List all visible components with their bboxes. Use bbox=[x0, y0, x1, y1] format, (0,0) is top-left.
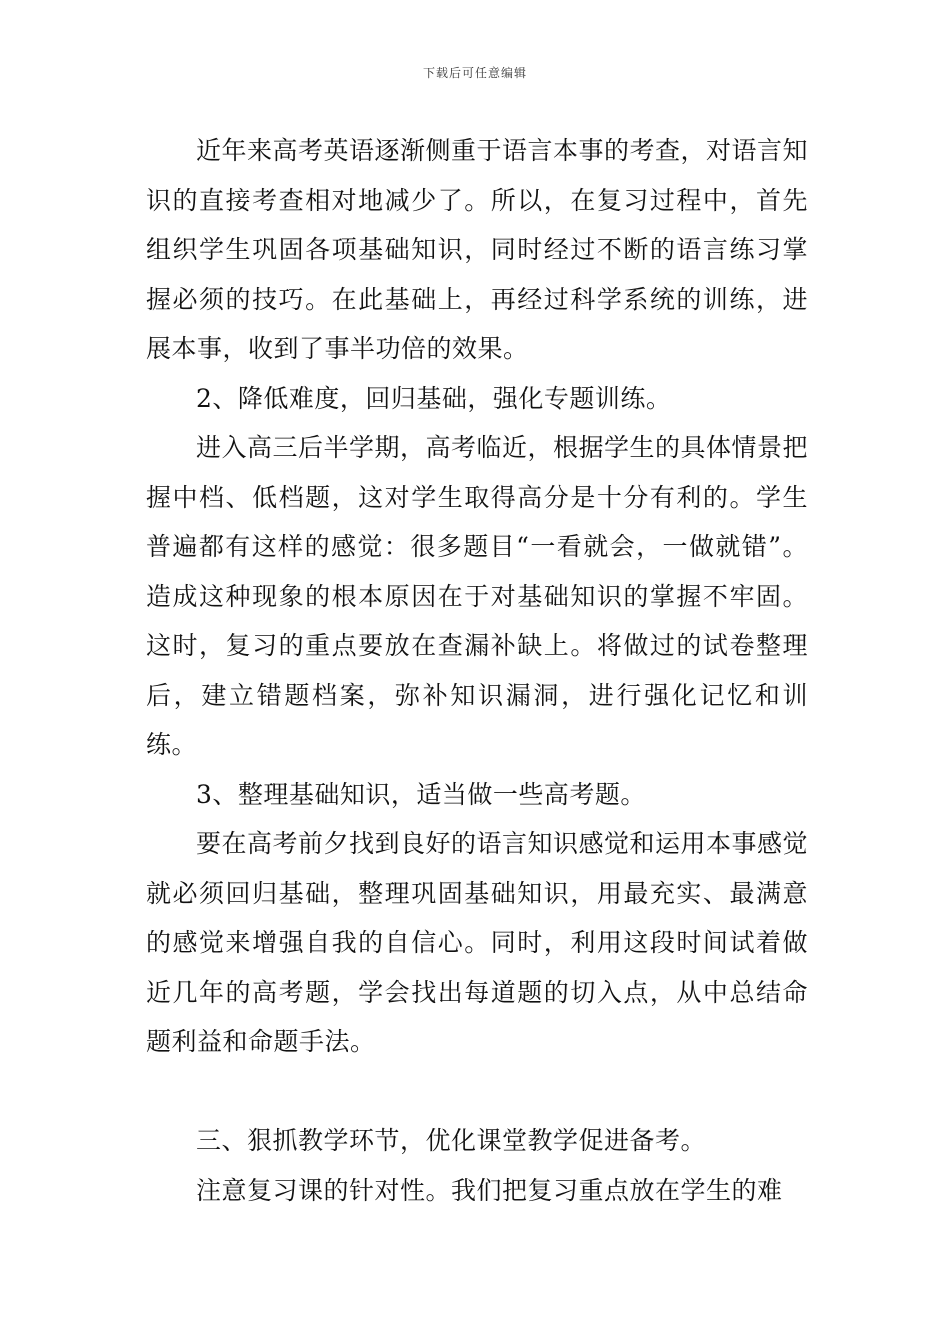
page-header-note: 下载后可任意编辑 bbox=[422, 66, 527, 80]
document-body bbox=[146, 126, 808, 1215]
section-heading-three: 三、狠抓教学环节，优化课堂教学促进备考。 bbox=[196, 1126, 707, 1155]
paragraph-intro: 近年来高考英语逐渐侧重于语言本事的考查，对语言知识的直接考查相对地减少了。所以，在复习过程中，首先组织学生巩固各项基础知识，同时经过不断的语言练习掌握必须的技巧。在此基础上，再经过科学系统的训练，进展本事，收到了事半功倍的效果。 bbox=[146, 136, 809, 363]
section-heading-2: 2、降低难度，回归基础，强化专题训练。 bbox=[196, 383, 672, 413]
paragraph-gap bbox=[146, 1067, 808, 1117]
paragraph-review: 注意复习课的针对性。我们把复习重点放在学生的难 bbox=[196, 1175, 783, 1205]
paragraph-basics: 要在高考前夕找到良好的语言知识感觉和运用本事感觉就必须回归基础，整理巩固基础知识，用最充实、最满意的感觉来增强自我的自信心。同时，利用这段时间试着做近几年的高考题，学会找出每道题的切入点，从中总结命题利益和命题手法。 bbox=[146, 829, 809, 1056]
section-heading-3: 3、整理基础知识，适当做一些高考题。 bbox=[196, 779, 646, 809]
paragraph-difficulty: 进入高三后半学期，高考临近，根据学生的具体情景把握中档、低档题，这对学生取得高分是十分有利的。学生普遍都有这样的感觉：很多题目“一看就会，一做就错”。造成这种现象的根本原因在于对基础知识的掌握不牢固。这时，复习的重点要放在查漏补缺上。将做过的试卷整理后，建立错题档案，弥补知识漏洞，进行强化记忆和训练。 bbox=[146, 433, 809, 759]
